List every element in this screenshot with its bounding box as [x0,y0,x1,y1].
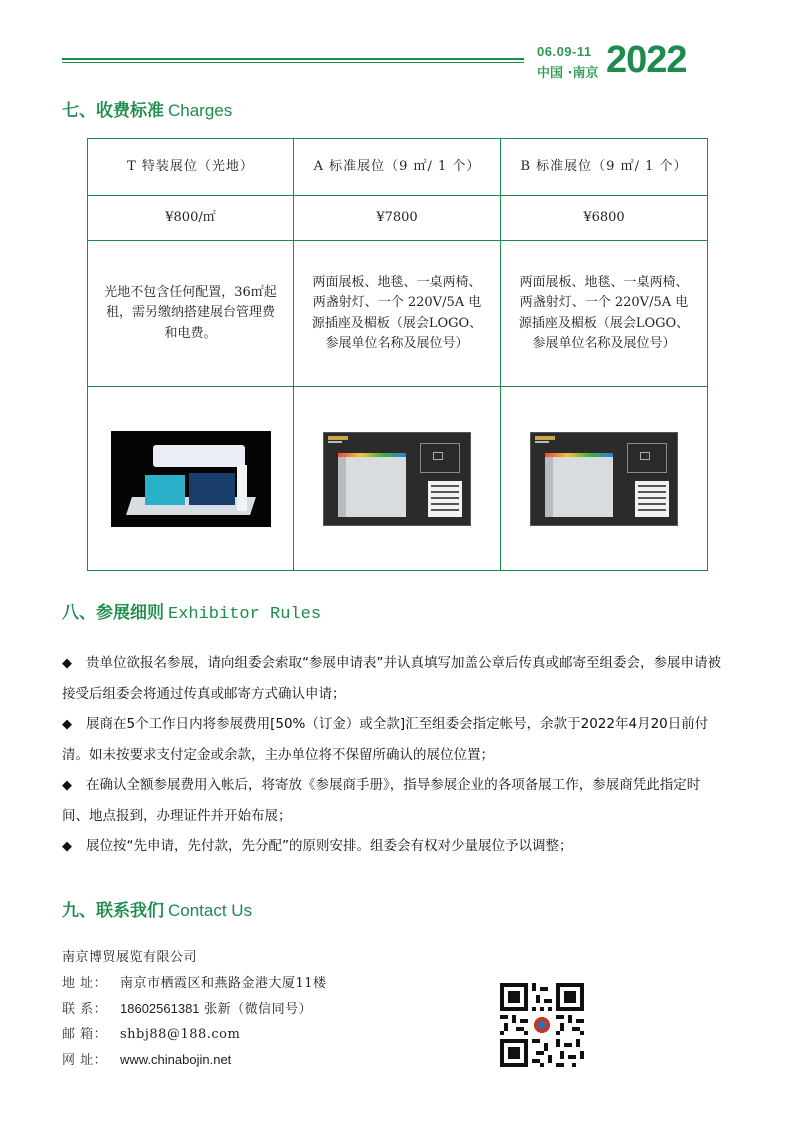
section-rules-title [62,598,321,624]
list-item: ◆ 贵单位欲报名参展，请向组委会索取“参展申请表”并认真填写加盖公章后传真或邮寄至组委会，参展申请被接受后组委会将通过传真或邮寄方式确认申请； [62,648,722,709]
phone-value: 18602561381 [120,1001,200,1016]
website-link[interactable]: www.chinabojin.net [120,1052,232,1067]
section-contact-title [62,896,252,921]
table-row [88,241,708,387]
section-title-en: Exhibitor Rules [168,605,322,624]
table-header-cell: A 标准展位（9 ㎡/ 1 个） [294,139,501,196]
email-value: shbj88@188.com [120,1026,241,1042]
standard-booth-a-image [323,432,471,526]
special-booth-image [111,431,271,527]
diamond-bullet-icon: ◆ [62,656,72,671]
section-charges-title [62,96,232,121]
table-header-cell: B 标准展位（9 ㎡/ 1 个） [501,139,708,196]
list-item: ◆ 展商在5个工作日内将参展费用[50%（订金）或全款]汇至组委会指定帐号，余款于2022年4月20日前付清。如未按要求支付定金或余款，主办单位将不保留所确认的展位位置； [62,709,722,770]
table-row [88,196,708,241]
description-cell: 两面展板、地毯、一桌两椅、两盏射灯、一个 220V/5A 电源插座及楣板（展会LOGO、参展单位名称及展位号） [501,241,708,387]
company-name: 南京博贸展览有限公司 [62,950,198,965]
section-title-en: Charges [168,101,233,120]
section-title-cn: 七、收费标准 [62,101,164,121]
section-title-cn: 九、联系我们 [62,901,164,921]
address-value: 南京市栖霞区和燕路金港大厦11楼 [120,975,327,991]
list-item: ◆ 在确认全额参展费用入帐后，将寄放《参展商手册》，指导参展企业的各项备展工作，参展商凭此指定时间、地点报到，办理证件并开始布展； [62,770,722,831]
description-cell: 光地不包含任何配置，36㎡起租，需另缴纳搭建展台管理费和电费。 [88,241,294,387]
table-row [88,387,708,571]
price-cell: ¥6800 [501,196,708,241]
charges-table [87,138,708,571]
section-title-en: Contact Us [168,901,253,920]
standard-booth-b-image [530,432,678,526]
header-location: 中国 ·南京 [537,66,599,81]
website-row: 网 址： www.chinabojin.net [62,1052,232,1068]
image-cell [294,387,501,571]
description-cell: 两面展板、地毯、一桌两椅、两盏射灯、一个 220V/5A 电源插座及楣板（展会LOGO、参展单位名称及展位号） [294,241,501,387]
header-rule [62,58,524,60]
diamond-bullet-icon: ◆ [62,717,72,732]
image-cell [88,387,294,571]
list-item: ◆ 展位按“先申请，先付款，先分配”的原则安排。组委会有权对少量展位予以调整； [62,831,722,862]
header-dates: 06.09-11 [537,44,592,59]
qr-code-icon [500,983,584,1067]
address-row: 地 址： 南京市栖霞区和燕路金港大厦11楼 [62,975,327,991]
rules-list [62,648,722,862]
header-year: 2022 [606,39,687,81]
price-cell: ¥7800 [294,196,501,241]
header-rule-thin [62,62,524,63]
diamond-bullet-icon: ◆ [62,839,72,854]
diamond-bullet-icon: ◆ [62,778,72,793]
section-title-cn: 八、参展细则 [62,603,164,623]
table-row [88,139,708,196]
contact-row: 联 系： 18602561381 张新（微信同号） [62,1001,313,1017]
price-cell: ¥800/㎡ [88,196,294,241]
contact-block [62,945,327,1073]
table-header-cell: T 特装展位（光地） [88,139,294,196]
email-row: 邮 箱： shbj88@188.com [62,1026,241,1042]
contact-person: 张新（微信同号） [204,1002,313,1017]
image-cell [501,387,708,571]
